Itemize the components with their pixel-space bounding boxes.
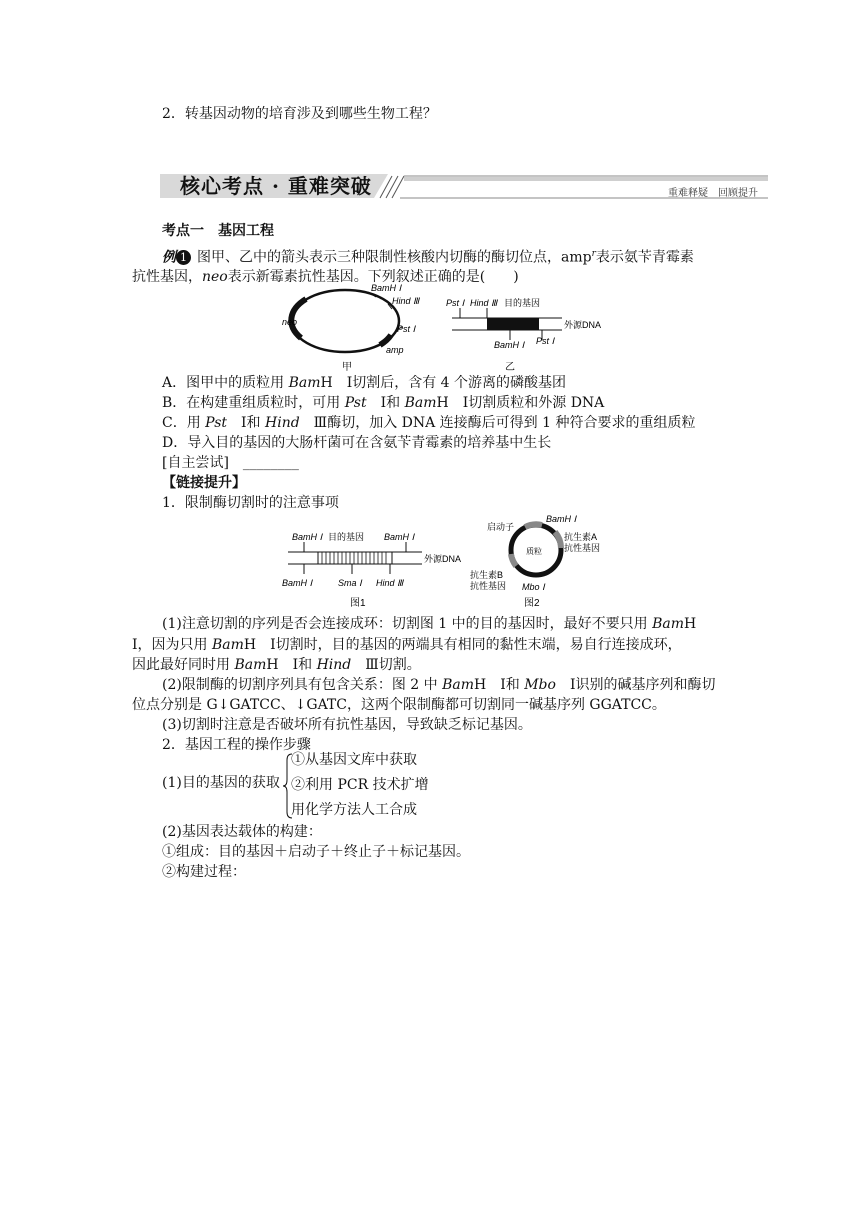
fig1-label-sma: Sma Ⅰ [338, 578, 362, 588]
banner-title: 核心考点 · 重难突破 [180, 174, 372, 198]
option-a [162, 373, 566, 393]
label-bamh: BamH Ⅰ [371, 283, 402, 293]
link-heading: 【链接提升】 [162, 475, 246, 491]
para-2-line1 [162, 675, 715, 695]
fig2-caption: 图2 [524, 598, 540, 609]
p2-mid: H Ⅰ和 [474, 677, 525, 693]
fig2-promoter-seg [525, 524, 542, 527]
para-1-line1 [162, 614, 696, 634]
step1-item-2: ②利用 PCR 技术扩增 [291, 777, 429, 793]
question-2: 2．转基因动物的培育涉及到哪些生物工程？ [162, 106, 437, 122]
opt-b-pre: B．在构建重组质粒时，可用 [162, 395, 345, 411]
heading-2: 2．基因工程的操作步骤 [162, 737, 311, 753]
para-3: (3)切割时注意是否破坏所有抗性基因，导致缺乏标记基因。 [162, 717, 532, 733]
amp-superscript: r [591, 249, 596, 259]
example-number-badge: 1 [176, 250, 191, 265]
fig1-label-bamh-b: BamH Ⅰ [282, 578, 313, 588]
stem-part: 抗性基因， [132, 269, 202, 285]
p1-em: Bam [652, 616, 685, 632]
p2-pre: (2)限制酶的切割序列具有包含关系：图 2 中 [162, 677, 443, 693]
fig2-resB-seg [511, 554, 516, 566]
step1-label: (1)目的基因的获取 [162, 775, 280, 791]
fig2-resA-seg [555, 532, 561, 548]
yi-label-dna: 外源DNA [564, 320, 602, 330]
step1-item-1: ①从基因文库中获取 [291, 752, 417, 768]
opt-c-em2: Hind [265, 415, 300, 431]
fig1-caption: 图1 [350, 598, 366, 609]
example-stem-line1 [162, 244, 694, 268]
neo-term: neo [202, 269, 228, 285]
opt-b-em2: Bam [404, 395, 437, 411]
fig1-label-dna: 外源DNA [424, 554, 462, 564]
p1-text-b: H [684, 616, 697, 632]
kaodian-heading: 考点一 基因工程 [162, 223, 274, 239]
p1-l3-mid: H Ⅰ和 [266, 657, 317, 673]
step2-heading: (2)基因表达载体的构建： [162, 824, 322, 840]
p1-l3-post: Ⅲ切割。 [351, 657, 421, 673]
fig1-label-bamh-l: BamH Ⅰ [292, 532, 323, 542]
p1-l2-em: Bam [211, 637, 244, 653]
label-hind: Hind Ⅲ [392, 296, 420, 306]
fig1-label-hind: Hind Ⅲ [376, 578, 404, 588]
step2-process: ②构建过程： [162, 864, 246, 880]
fig1-label-target: 目的基因 [328, 532, 365, 542]
fig2-label-resA2: 抗性基因 [564, 543, 601, 553]
opt-a-pre: A．图甲中的质粒用 [162, 375, 289, 391]
p1-l2-pre: Ⅰ，因为只用 [132, 637, 212, 653]
p2-post: Ⅰ识别的碱基序列和酶切 [555, 677, 716, 693]
label-neo: neo [282, 317, 298, 327]
yi-label-bamh: BamH Ⅰ [494, 340, 525, 350]
yi-label-pst2: Pst Ⅰ [536, 336, 555, 346]
self-attempt: [自主尝试] ________ [162, 455, 299, 471]
caption-yi: 乙 [505, 362, 515, 373]
yi-label-target: 目的基因 [504, 298, 541, 308]
yi-label-pst: Pst Ⅰ [446, 298, 465, 308]
heading-1: 1．限制酶切割时的注意事项 [162, 495, 339, 511]
amp-gene [380, 335, 391, 345]
option-d: D．导入目的基因的大肠杆菌可在含氨苄青霉素的培养基中生长 [162, 435, 552, 451]
opt-c-em1: Pst [205, 415, 228, 431]
fig2-label-resA1: 抗生素A [564, 532, 598, 542]
fig2-label-resB1: 抗生素B [470, 570, 504, 580]
fig2-label-bamh: BamH Ⅰ [546, 514, 577, 524]
yi-label-hind: Hind Ⅲ [470, 298, 498, 308]
opt-a-em: Bam [288, 375, 321, 391]
opt-c-post: Ⅲ酶切，加入 DNA 连接酶后可得到 1 种符合要求的重组质粒 [299, 415, 696, 431]
fig2-label-plasmid: 质粒 [526, 547, 542, 556]
fig1-label-bamh-r: BamH Ⅰ [384, 532, 415, 542]
banner-subtitle: 重难释疑 回顾提升 [668, 188, 758, 199]
p1-l3-em2: Hind [316, 657, 352, 673]
p1-l2-post: H Ⅰ切割时，目的基因的两端具有相同的黏性末端，易自行连接成环， [243, 637, 682, 653]
p1-l3-pre: 因此最好同时用 [132, 657, 235, 673]
opt-b-em1: Pst [344, 395, 367, 411]
opt-c-mid: Ⅰ和 [227, 415, 266, 431]
example-stem-text: 图甲、乙中的箭头表示三种限制性核酸内切酶的酶切位点，amp [197, 249, 592, 266]
p1-l3-em1: Bam [234, 657, 267, 673]
label-pst: Pst Ⅰ [397, 324, 416, 334]
example-label: 例 [162, 249, 176, 266]
fig1-target-gene [318, 552, 392, 564]
opt-b-mid: Ⅰ和 [366, 395, 405, 411]
p1-text: (1)注意切割的序列是否会连接成环：切割图 1 中的目的基因时，最好不要只用 [162, 616, 653, 632]
label-amp: amp [386, 345, 404, 355]
opt-b-post: H Ⅰ切割质粒和外源 DNA [436, 395, 605, 411]
fig2-label-mbo: Mbo Ⅰ [522, 582, 545, 592]
figure-jia-yi [280, 280, 620, 376]
fig2-label-resB2: 抗性基因 [470, 581, 507, 591]
option-b [162, 393, 604, 413]
figure-1-2 [280, 510, 620, 614]
stem-part-b: 表示新霉素抗性基因。下列叙述正确的是( ) [227, 269, 519, 285]
p2-em2: Mbo [524, 677, 556, 693]
step2-composition: ①组成：目的基因＋启动子＋终止子＋标记基因。 [162, 844, 470, 860]
para-1-line2 [132, 635, 682, 655]
option-c [162, 413, 695, 433]
fig2-label-promoter: 启动子 [487, 522, 515, 532]
para-2-line2: 位点分别是 G↓GATCC、↓GATC，这两个限制酶都可切割同一碱基序列 GGATCC。 [132, 697, 666, 713]
p2-em1: Bam [442, 677, 475, 693]
para-1-line3 [132, 655, 421, 675]
section-banner [160, 168, 768, 200]
opt-c-pre: C．用 [162, 415, 206, 431]
target-gene-block [487, 318, 539, 330]
opt-a-post: H Ⅰ切割后，含有 4 个游离的磷酸基团 [320, 375, 567, 391]
step1-item-3: 用化学方法人工合成 [291, 802, 417, 818]
example-stem-text-b: 表示氨苄青霉素 [595, 249, 694, 266]
caption-jia: 甲 [342, 362, 352, 373]
